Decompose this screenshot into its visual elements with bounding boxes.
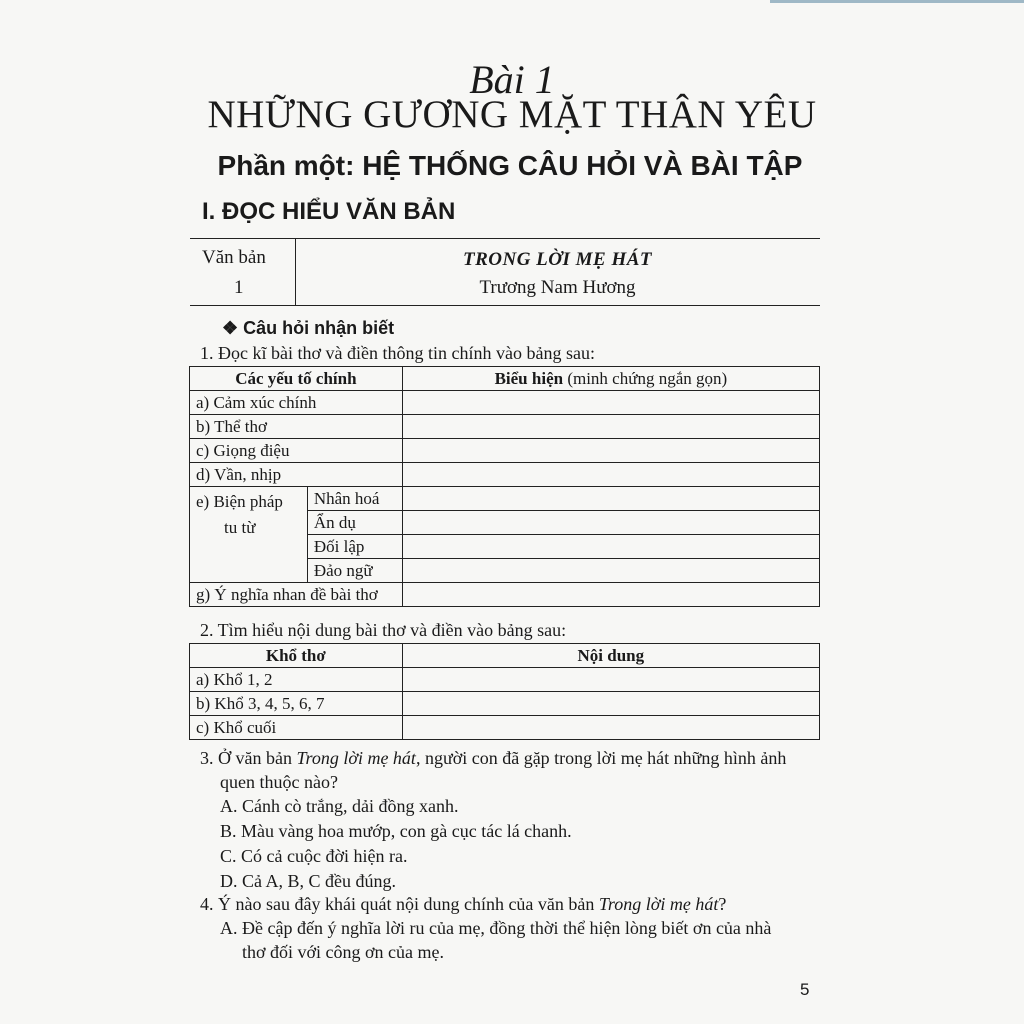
table-row: Ẩn dụ [190, 511, 820, 535]
header-stanza: Khổ thơ [190, 644, 403, 668]
poem-author: Trương Nam Hương [479, 277, 636, 298]
question-4-option-a[interactable]: A. Đề cập đến ý nghĩa lời ru của mẹ, đồng thời thể hiện lòng biết ơn của nhà [220, 918, 772, 938]
lesson-title: NHỮNG GƯƠNG MẶT THÂN YÊU [207, 93, 817, 136]
answer-cell[interactable] [402, 511, 819, 535]
table-row: e) Biện pháp tu từ Nhân hoá [190, 487, 820, 511]
section-title: I. ĐỌC HIỂU VĂN BẢN [202, 198, 456, 225]
answer-cell[interactable] [402, 391, 819, 415]
question-3-option-a[interactable]: A. Cánh cò trắng, dải đồng xanh. [220, 796, 459, 816]
answer-cell[interactable] [402, 716, 819, 740]
question-2-table [189, 643, 820, 740]
header-evidence: Biểu hiện (minh chứng ngắn gọn) [402, 367, 819, 391]
text-number: 1 [234, 277, 244, 298]
poem-title: TRONG LỜI MẸ HÁT [462, 249, 653, 270]
answer-cell[interactable] [402, 668, 819, 692]
answer-cell[interactable] [402, 415, 819, 439]
page-number: 5 [800, 980, 810, 999]
header-content: Nội dung [402, 644, 819, 668]
question-1-prompt: 1. Đọc kĩ bài thơ và điền thông tin chính vào bảng sau: [200, 343, 595, 363]
answer-cell[interactable] [402, 439, 819, 463]
table-row: c) Giọng điệu [190, 439, 820, 463]
question-3-prompt-cont: quen thuộc nào? [220, 772, 338, 792]
table-row: b) Thể thơ [190, 415, 820, 439]
table-header-row [190, 367, 820, 391]
table-row: d) Vần, nhịp [190, 463, 820, 487]
question-3-option-c[interactable]: C. Có cả cuộc đời hiện ra. [220, 846, 408, 866]
table-row: g) Ý nghĩa nhan đề bài thơ [190, 583, 820, 607]
question-4-prompt: 4. Ý nào sau đây khái quát nội dung chính của văn bản Trong lời mẹ hát? [200, 894, 727, 914]
answer-cell[interactable] [402, 583, 819, 607]
lesson-number: Bài 1 [469, 57, 555, 102]
header-elements: Các yếu tố chính [190, 367, 403, 391]
answer-cell[interactable] [402, 463, 819, 487]
text-label: Văn bản [202, 247, 266, 268]
table-row: Đảo ngữ [190, 559, 820, 583]
rhetoric-label: e) Biện pháp tu từ [190, 487, 308, 583]
question-2-prompt: 2. Tìm hiểu nội dung bài thơ và điền vào bảng sau: [200, 620, 567, 640]
answer-cell[interactable] [402, 535, 819, 559]
table-row: b) Khổ 3, 4, 5, 6, 7 [190, 692, 820, 716]
question-4-option-a-cont: thơ đối với công ơn của mẹ. [242, 942, 445, 962]
answer-cell[interactable] [402, 559, 819, 583]
question-3-option-d[interactable]: D. Cả A, B, C đều đúng. [220, 871, 397, 891]
part-title: Phần một: HỆ THỐNG CÂU HỎI VÀ BÀI TẬP [217, 150, 803, 181]
text-info-box [190, 238, 820, 306]
question-3-prompt: 3. Ở văn bản Trong lời mẹ hát, người con đã gặp trong lời mẹ hát những hình ảnh [200, 748, 787, 768]
answer-cell[interactable] [402, 487, 819, 511]
table-row: Đối lập [190, 535, 820, 559]
table-row: a) Khổ 1, 2 [190, 668, 820, 692]
answer-cell[interactable] [402, 692, 819, 716]
table-header-row [190, 644, 820, 668]
table-row: c) Khổ cuối [190, 716, 820, 740]
question-1-table [189, 366, 820, 607]
question-group-heading: ❖ Câu hỏi nhận biết [222, 318, 395, 338]
question-3-option-b[interactable]: B. Màu vàng hoa mướp, con gà cục tác lá chanh. [220, 821, 572, 841]
table-row: a) Cảm xúc chính [190, 391, 820, 415]
